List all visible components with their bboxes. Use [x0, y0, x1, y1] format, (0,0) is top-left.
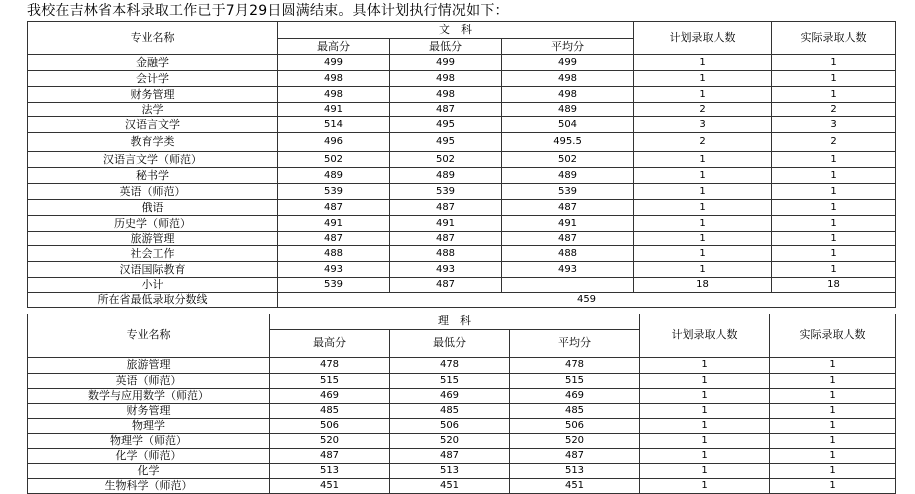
table-row: [28, 87, 896, 103]
cell-avg: 469: [510, 388, 640, 403]
cell-min: 520: [390, 433, 510, 448]
cell-plan: 1: [640, 433, 770, 448]
cell-plan: 1: [640, 403, 770, 418]
cell-plan: 1: [640, 373, 770, 388]
cell-major: 旅游管理: [28, 357, 270, 373]
col-header-avg: 平均分: [510, 329, 640, 357]
min-score-line-value: 459: [278, 293, 896, 308]
cell-min: 451: [390, 478, 510, 493]
col-header-major: 专业名称: [28, 22, 278, 55]
cell-major: 秘书学: [28, 168, 278, 184]
liberal-arts-table: [27, 21, 896, 308]
cell-major: 物理学: [28, 418, 270, 433]
cell-avg: 513: [510, 463, 640, 478]
cell-actual: 3: [772, 117, 896, 133]
cell-actual: 1: [772, 232, 896, 246]
cell-avg: 491: [502, 216, 634, 232]
table-row: [28, 71, 896, 87]
col-header-major: 专业名称: [28, 314, 270, 357]
cell-major: 汉语言文学: [28, 117, 278, 133]
cell-avg: 506: [510, 418, 640, 433]
cell-max: 478: [270, 357, 390, 373]
table-row: [28, 262, 896, 278]
cell-plan: 2: [634, 103, 772, 117]
cell-min: 498: [390, 71, 502, 87]
cell-min: 495: [390, 133, 502, 152]
cell-min: 506: [390, 418, 510, 433]
cell-major: 数学与应用数学（师范）: [28, 388, 270, 403]
cell-actual: 1: [772, 246, 896, 262]
cell-major: 会计学: [28, 71, 278, 87]
cell-max: 514: [278, 117, 390, 133]
table-row: [28, 357, 896, 373]
cell-actual: 1: [770, 433, 896, 448]
cell-plan: 1: [640, 418, 770, 433]
cell-max: 451: [270, 478, 390, 493]
cell-plan: 1: [640, 388, 770, 403]
cell-max: 485: [270, 403, 390, 418]
section-title-liberal-arts: 文 科: [278, 22, 634, 39]
cell-actual: 1: [772, 200, 896, 216]
col-header-max: 最高分: [278, 39, 390, 55]
cell-actual: 1: [770, 448, 896, 463]
col-header-actual: 实际录取人数: [772, 22, 896, 55]
cell-max: 513: [270, 463, 390, 478]
cell-actual: 1: [770, 373, 896, 388]
table-row: [28, 463, 896, 478]
table-row: [28, 418, 896, 433]
cell-actual: 1: [770, 463, 896, 478]
cell-avg: 485: [510, 403, 640, 418]
table-row: [28, 448, 896, 463]
cell-major: 社会工作: [28, 246, 278, 262]
cell-max: 491: [278, 103, 390, 117]
cell-actual: 1: [772, 262, 896, 278]
cell-actual: 1: [770, 357, 896, 373]
cell-major: 历史学（师范）: [28, 216, 278, 232]
cell-plan: 1: [634, 200, 772, 216]
cell-major: 汉语言文学（师范）: [28, 152, 278, 168]
cell-avg: 520: [510, 433, 640, 448]
cell-major: 汉语国际教育: [28, 262, 278, 278]
cell-min: 493: [390, 262, 502, 278]
cell-max: 539: [278, 184, 390, 200]
table-row: [28, 373, 896, 388]
col-header-actual: 实际录取人数: [770, 314, 896, 357]
table-row: [28, 117, 896, 133]
cell-plan: 1: [634, 168, 772, 184]
col-header-plan: 计划录取人数: [634, 22, 772, 55]
cell-actual: 1: [770, 388, 896, 403]
cell-avg: 515: [510, 373, 640, 388]
cell-min: 485: [390, 403, 510, 418]
cell-major: 财务管理: [28, 87, 278, 103]
cell-max: 493: [278, 262, 390, 278]
table-row: [28, 388, 896, 403]
subtotal-max: 539: [278, 278, 390, 293]
cell-max: 487: [278, 232, 390, 246]
col-header-avg: 平均分: [502, 39, 634, 55]
cell-max: 498: [278, 71, 390, 87]
cell-avg: 478: [510, 357, 640, 373]
cell-plan: 1: [634, 262, 772, 278]
cell-max: 506: [270, 418, 390, 433]
cell-plan: 3: [634, 117, 772, 133]
cell-max: 520: [270, 433, 390, 448]
cell-avg: 487: [502, 200, 634, 216]
table-row: [28, 184, 896, 200]
cell-min: 489: [390, 168, 502, 184]
table-row: [28, 433, 896, 448]
cell-max: 489: [278, 168, 390, 184]
subtotal-actual: 18: [772, 278, 896, 293]
cell-plan: 1: [640, 448, 770, 463]
subtotal-min: 487: [390, 278, 502, 293]
cell-min: 487: [390, 448, 510, 463]
table-row: [28, 478, 896, 493]
cell-plan: 1: [634, 55, 772, 71]
cell-min: 488: [390, 246, 502, 262]
cell-min: 515: [390, 373, 510, 388]
section-title-science: 理 科: [270, 314, 640, 329]
col-header-min: 最低分: [390, 39, 502, 55]
cell-major: 俄语: [28, 200, 278, 216]
cell-min: 487: [390, 200, 502, 216]
subtotal-plan: 18: [634, 278, 772, 293]
cell-major: 金融学: [28, 55, 278, 71]
cell-max: 502: [278, 152, 390, 168]
cell-avg: 451: [510, 478, 640, 493]
subtotal-label: 小计: [28, 278, 278, 293]
cell-avg: 498: [502, 87, 634, 103]
cell-major: 英语（师范）: [28, 184, 278, 200]
cell-major: 法学: [28, 103, 278, 117]
table-row: [28, 152, 896, 168]
cell-avg: 489: [502, 103, 634, 117]
cell-avg: 498: [502, 71, 634, 87]
min-score-line-row: [28, 293, 896, 308]
cell-actual: 1: [772, 71, 896, 87]
cell-plan: 1: [640, 478, 770, 493]
cell-actual: 2: [772, 103, 896, 117]
cell-plan: 2: [634, 133, 772, 152]
cell-major: 物理学（师范）: [28, 433, 270, 448]
cell-avg: 493: [502, 262, 634, 278]
cell-avg: 487: [510, 448, 640, 463]
cell-actual: 1: [772, 152, 896, 168]
col-header-max: 最高分: [270, 329, 390, 357]
cell-plan: 1: [640, 357, 770, 373]
cell-min: 502: [390, 152, 502, 168]
cell-avg: 495.5: [502, 133, 634, 152]
cell-major: 化学（师范）: [28, 448, 270, 463]
table-row: [28, 133, 896, 152]
cell-min: 539: [390, 184, 502, 200]
cell-min: 495: [390, 117, 502, 133]
cell-actual: 2: [772, 133, 896, 152]
cell-major: 教育学类: [28, 133, 278, 152]
cell-avg: 489: [502, 168, 634, 184]
col-header-plan: 计划录取人数: [640, 314, 770, 357]
cell-min: 469: [390, 388, 510, 403]
cell-avg: 488: [502, 246, 634, 262]
table-row: [28, 103, 896, 117]
cell-max: 469: [270, 388, 390, 403]
cell-max: 488: [278, 246, 390, 262]
cell-max: 491: [278, 216, 390, 232]
cell-plan: 1: [634, 216, 772, 232]
cell-actual: 1: [772, 87, 896, 103]
col-header-min: 最低分: [390, 329, 510, 357]
cell-min: 491: [390, 216, 502, 232]
cell-major: 财务管理: [28, 403, 270, 418]
table-row: [28, 200, 896, 216]
cell-max: 498: [278, 87, 390, 103]
cell-max: 499: [278, 55, 390, 71]
table-row: [28, 403, 896, 418]
cell-plan: 1: [634, 71, 772, 87]
cell-plan: 1: [634, 87, 772, 103]
cell-min: 487: [390, 232, 502, 246]
subtotal-avg-empty: [502, 278, 634, 293]
cell-plan: 1: [640, 463, 770, 478]
cell-major: 英语（师范）: [28, 373, 270, 388]
cell-major: 旅游管理: [28, 232, 278, 246]
cell-actual: 1: [770, 403, 896, 418]
cell-actual: 1: [772, 184, 896, 200]
table-row: [28, 168, 896, 184]
cell-min: 487: [390, 103, 502, 117]
cell-avg: 487: [502, 232, 634, 246]
cell-avg: 504: [502, 117, 634, 133]
cell-actual: 1: [772, 168, 896, 184]
cell-avg: 499: [502, 55, 634, 71]
cell-plan: 1: [634, 232, 772, 246]
cell-major: 生物科学（师范）: [28, 478, 270, 493]
cell-actual: 1: [772, 55, 896, 71]
cell-min: 478: [390, 357, 510, 373]
cell-actual: 1: [770, 478, 896, 493]
cell-avg: 539: [502, 184, 634, 200]
table-row: [28, 246, 896, 262]
cell-plan: 1: [634, 152, 772, 168]
cell-min: 498: [390, 87, 502, 103]
cell-max: 515: [270, 373, 390, 388]
science-table: [27, 314, 896, 494]
cell-min: 513: [390, 463, 510, 478]
table-row: [28, 216, 896, 232]
cell-plan: 1: [634, 246, 772, 262]
cell-major: 化学: [28, 463, 270, 478]
cell-actual: 1: [772, 216, 896, 232]
table-row: [28, 55, 896, 71]
intro-text: 我校在吉林省本科录取工作已于7月29日圆满结束。具体计划执行情况如下：: [27, 3, 509, 19]
cell-max: 487: [278, 200, 390, 216]
cell-plan: 1: [634, 184, 772, 200]
cell-actual: 1: [770, 418, 896, 433]
cell-max: 496: [278, 133, 390, 152]
cell-avg: 502: [502, 152, 634, 168]
cell-min: 499: [390, 55, 502, 71]
table-row: [28, 232, 896, 246]
min-score-line-label: 所在省最低录取分数线: [28, 293, 278, 308]
cell-max: 487: [270, 448, 390, 463]
subtotal-row: [28, 278, 896, 293]
